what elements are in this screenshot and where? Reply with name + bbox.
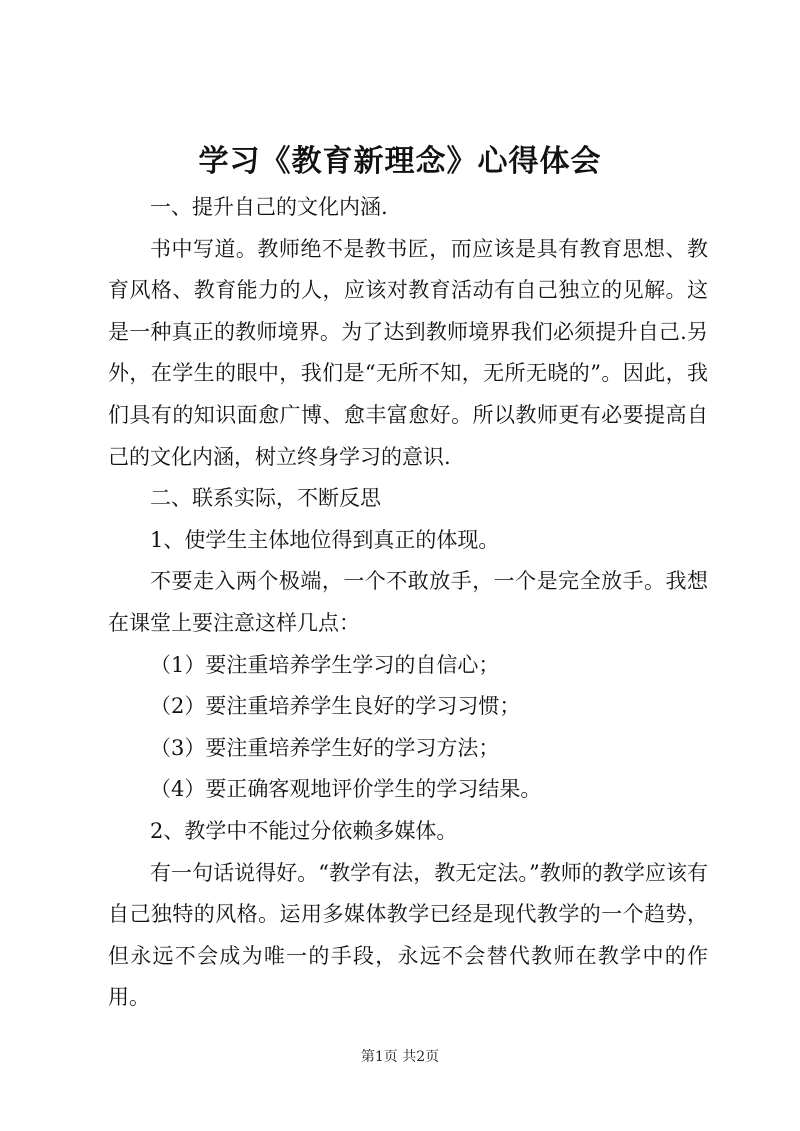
- document-body: [108, 187, 708, 1019]
- subheading-2: 2、教学中不能过分依赖多媒体。: [150, 818, 458, 843]
- document-title: 学习《教育新理念》心得体会: [198, 144, 602, 179]
- list-item-3: （3）要注重培养学生好的学习方法；: [150, 735, 500, 760]
- paragraph-3: 有一句话说得好。“教学有法，教无定法。”教师的教学应该有自己独特的风格。运用多媒体教学已经是现代教学的一个趋势，但永远不会成为唯一的手段，永远不会替代教师在教学中的作用。: [108, 860, 708, 1010]
- list-item-1: （1）要注重培养学生学习的自信心；: [150, 652, 500, 677]
- page-number: 第1页 共2页: [360, 1049, 440, 1065]
- list-item-2: （2）要注重培养学生良好的学习习惯；: [150, 694, 521, 719]
- paragraph-2: 不要走入两个极端，一个不敢放手，一个是完全放手。我想在课堂上要注意这样几点：: [108, 569, 708, 635]
- list-item-4: （4）要正确客观地评价学生的学习结果。: [150, 777, 542, 802]
- subheading-1: 1、使学生主体地位得到真正的体现。: [150, 527, 500, 552]
- section-heading-2: 二、联系实际，不断反思: [150, 486, 381, 511]
- paragraph-1: 书中写道。教师绝不是教书匠，而应该是具有教育思想、教育风格、教育能力的人，应该对教育活动有自己独立的见解。这是一种真正的教师境界。为了达到教师境界我们必须提升自己.另外，在学生的眼中，我们是“无所不知，无所无晓的”。因此，我们具有的知识面愈广博、愈丰富愈好。所以教师更有必要提高自己的文化内涵，树立终身学习的意识.: [108, 236, 708, 469]
- section-heading-1: 一、提升自己的文化内涵.: [150, 195, 388, 219]
